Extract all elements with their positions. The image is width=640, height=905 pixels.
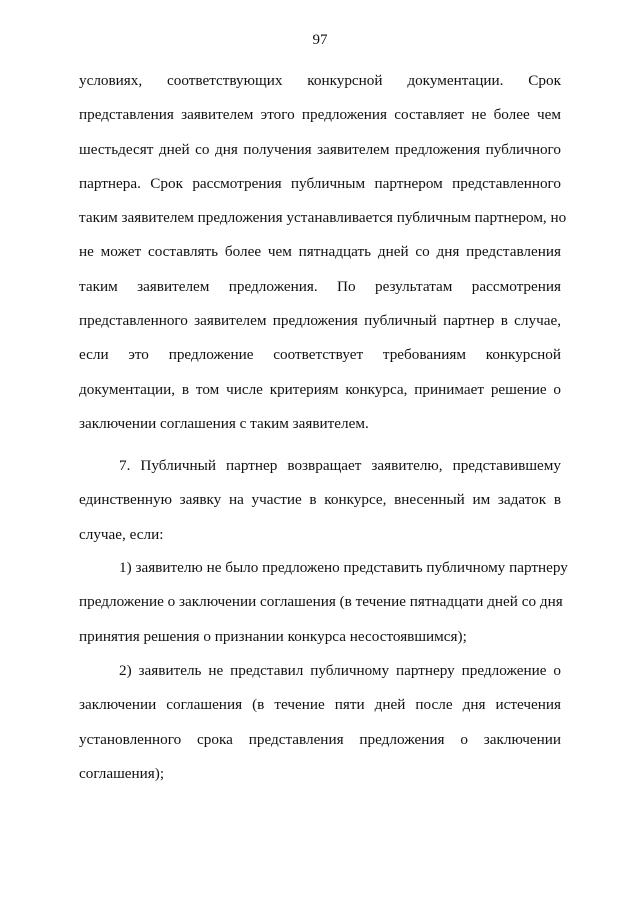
- text-line: 1) заявителю не было предложено представить публичному партнеру: [119, 559, 568, 576]
- text-line: таким заявителем предложения. По результатам рассмотрения: [79, 277, 561, 295]
- paragraph-subitem-2: [79, 654, 561, 791]
- text-line: партнера. Срок рассмотрения публичным партнером представленного: [79, 174, 561, 192]
- paragraph-subitem-1: [79, 551, 568, 654]
- text-line: условиях, соответствующих конкурсной документации. Срок: [79, 72, 561, 89]
- text-line: представленного заявителем предложения публичный партнер в случае,: [79, 312, 561, 330]
- text-line: единственную заявку на участие в конкурсе, внесенный им задаток в: [79, 491, 561, 509]
- text-line: установленного срока представления предложения о заключении: [79, 730, 561, 748]
- text-line: шестьдесят дней со дня получения заявителем предложения публичного: [79, 140, 561, 158]
- text-line: таким заявителем предложения устанавливается публичным партнером, но: [79, 209, 567, 227]
- text-line: документации, в том числе критериям конкурса, принимает решение о: [79, 380, 561, 398]
- text-line: представления заявителем этого предложения составляет не более чем: [79, 106, 561, 124]
- text-line: 7. Публичный партнер возвращает заявителю, представившему: [119, 457, 561, 474]
- text-line: заключении соглашения с таким заявителем.: [79, 414, 369, 432]
- text-line: соглашения);: [79, 764, 165, 782]
- text-line: предложение о заключении соглашения (в течение пятнадцати дней со дня: [79, 593, 563, 611]
- text-line: 2) заявитель не представил публичному партнеру предложение о: [119, 662, 561, 679]
- text-line: не может составлять более чем пятнадцать дней со дня представления: [79, 243, 561, 261]
- text-line: заключении соглашения (в течение пяти дней после дня истечения: [79, 696, 561, 714]
- text-line: принятия решения о признании конкурса несостоявшимся);: [79, 627, 467, 645]
- paragraph-continuation: [79, 64, 567, 441]
- paragraph-item-7: [79, 449, 561, 552]
- page-number: 97: [312, 32, 328, 48]
- text-line: случае, если:: [79, 525, 164, 543]
- text-line: если это предложение соответствует требованиям конкурсной: [79, 346, 561, 364]
